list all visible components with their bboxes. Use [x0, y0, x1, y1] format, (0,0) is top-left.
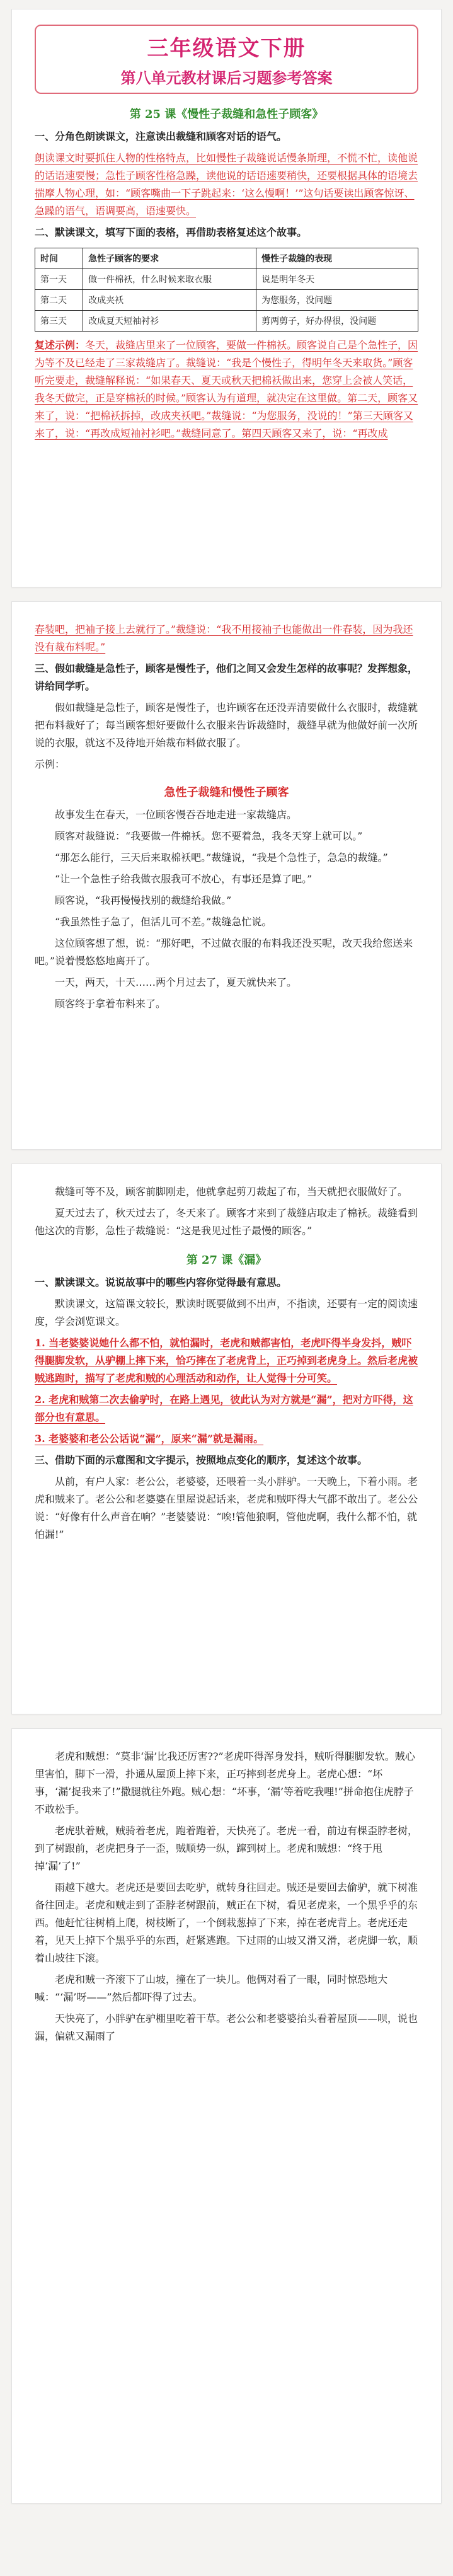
page-4 — [11, 1728, 442, 2504]
table-row — [35, 311, 418, 332]
answer-1: 朗读课文时要抓住人物的性格特点，比如慢性子裁缝说话慢条斯理，不慌不忙，读他说的话语速要慢；急性子顾客性格急躁，读他说的话语速要稍快，还要根据具体的语境去揣摩人物心理，如：“顾客嘴曲一下子跳起来：‘这么慢啊！’”这句话要读出顾客惊讶、急躁的语气，语调要高，语速要快。 — [35, 152, 418, 217]
answer-3: 从前，有户人家：老公公，老婆婆，还喂着一头小胖驴。一天晚上，下着小雨。老虎和贼来了。老公公和老婆婆在里屋说起话来，老虎和贼吓得大气都不敢出了。老公公说：“好像有什么声音在响？”老婆婆说：“唉!管他狼啊，管他虎啊，我什么都不怕，就怕漏!” — [35, 1476, 418, 1540]
question-2: 二、默读课文，填写下面的表格，再借助表格复述这个故事。 — [35, 226, 307, 238]
lesson-25-title: 第 25 课《慢性子裁缝和急性子顾客》 — [129, 108, 324, 121]
table-cell: 为您服务，没问题 — [256, 290, 418, 311]
question-3: 三、假如裁缝是急性子，顾客是慢性子，他们之间又会发生怎样的故事呢？发挥想象，讲给同学听。 — [35, 662, 418, 692]
page-3 — [11, 1164, 442, 1714]
retell-example — [35, 337, 418, 442]
table-cell: 做一件棉袄，什么时候来取衣服 — [83, 269, 256, 290]
story-paragraph: “那怎么能行，三天后来取棉袄吧。”裁缝说，“我是个急性子，急急的裁缝。” — [55, 852, 388, 863]
story-table — [35, 248, 418, 332]
answer-point: 1. 当老婆婆说她什么都不怕，就怕漏时，老虎和贼都害怕，老虎吓得半身发抖，贼吓得腿脚发软，从驴棚上摔下来，恰巧摔在了老虎背上，正巧掉到老虎身上。然后老虎被贼逃跑时，描写了老虎和贼的心理活动和动作，让人觉得十分可笑。 — [35, 1337, 418, 1384]
page-subtitle: 第八单元教材课后习题参考答案 — [120, 69, 333, 87]
table-cell: 剪两剪子，好办得很，没问题 — [256, 311, 418, 332]
table-cell: 第一天 — [35, 269, 83, 290]
lesson-27-title: 第 27 课《漏》 — [186, 1254, 267, 1267]
table-header: 慢性子裁缝的表现 — [256, 248, 418, 269]
page-1 — [11, 9, 442, 587]
table-cell: 改成夏天短袖衬衫 — [83, 311, 256, 332]
question-1: 一、默读课文。说说故事中的哪些内容你觉得最有意思。 — [35, 1276, 287, 1288]
retell-paragraph: 老虎驮着贼，贼骑着老虎，跑着跑着，天快亮了。老虎一看，前边有棵歪脖老树，到了树跟前，老虎把身子一歪，贼顺势一纵，蹿到树上。老虎和贼想：“终于甩掉‘漏’了!” — [35, 1825, 418, 1872]
story-paragraph: 裁缝可等不及，顾客前脚刚走，他就拿起剪刀裁起了布，当天就把衣服做好了。 — [55, 1186, 408, 1198]
header-box — [35, 25, 418, 94]
retell-continue: 春装吧，把袖子接上去就行了。”裁缝说：“我不用接袖子也能做出一件春装，因为我还没有裁布料呢。” — [35, 623, 413, 653]
story-paragraph: “让一个急性子给我做衣服我可不放心，有事还是算了吧。” — [55, 873, 313, 885]
question-3: 三、借助下面的示意图和文字提示，按照地点变化的顺序，复述这个故事。 — [35, 1454, 368, 1466]
retell-paragraph: 老虎和贼一齐滚下了山坡，撞在了一块儿。他俩对看了一眼，同时惊恐地大喊：“‘漏’呀——”然后都吓得了过去。 — [35, 1973, 388, 2003]
story-paragraph: 顾客说，“我再慢慢找别的裁缝给我做。” — [55, 894, 232, 906]
answer-point: 3. 老婆婆和老公公话说“漏”，原来“漏”就是漏雨。 — [35, 1433, 264, 1445]
table-cell: 说是明年冬天 — [256, 269, 418, 290]
table-cell: 第二天 — [35, 290, 83, 311]
table-cell: 第三天 — [35, 311, 83, 332]
table-header: 急性子顾客的要求 — [83, 248, 256, 269]
retell-paragraph: 天快亮了，小胖驴在驴棚里吃着干草。老公公和老婆婆抬头看着屋顶——呗，说也漏，偏就又漏雨了 — [35, 2013, 418, 2042]
retell-paragraph: 雨越下越大。老虎还是要回去吃驴，就转身往回走。贼还是要回去偷驴，就下树准备往回走。老虎和贼走到了歪脖老树跟前，贼正在下树，看见老虎来，一个黑乎乎的东西。他赶忙往树梢上爬，树枝断了，一个倒栽葱掉了下来，掉在老虎背上。老虎还走着，见天上掉下个黑乎乎的东西，赶紧逃跑。下过雨的山坡又滑又滑，老虎脚一软，顺着山坡往下滚。 — [35, 1881, 418, 1964]
retell-label: 复述示例： — [35, 339, 86, 351]
page-2 — [11, 601, 442, 1150]
story-paragraph: 故事发生在春天，一位顾客慢吞吞地走进一家裁缝店。 — [55, 809, 297, 821]
answer-1-intro: 默读课文，这篇课文较长，默读时既要做到不出声，不指读，还要有一定的阅读速度，学会浏览课文。 — [35, 1298, 418, 1327]
table-header: 时间 — [35, 248, 83, 269]
question-1: 一、分角色朗读课文，注意读出裁缝和顾客对话的语气。 — [35, 130, 287, 142]
table-row — [35, 290, 418, 311]
story-paragraph: 这位顾客想了想，说：“那好吧，不过做衣服的布料我还没买呢，改天我给您送来吧。”说着慢悠悠地离开了。 — [35, 937, 413, 967]
retell-text: 冬天，裁缝店里来了一位顾客，要做一件棉袄。顾客说自己是个急性子，因为等不及已经走了三家裁缝店了。裁缝说：“我是个慢性子，得明年冬天来取货。”顾客听完要走，裁缝解释说：“如果春天、夏天或秋天把棉袄做出来，您穿上会被人笑话，我冬天做完，正是穿棉袄的时候。”顾客认为有道理，就决定在这里做。第二天，顾客又来了，说：“把棉袄拆掉，改成夹袄吧。”裁缝说：“为您服务，没说的！”第三天顾客又来了，说：“再改成短袖衬衫吧。”裁缝同意了。第四天顾客又来了，说：“再改成 — [35, 339, 418, 439]
story-paragraph: 顾客对裁缝说：“我要做一件棉袄。您不要着急，我冬天穿上就可以。” — [55, 830, 363, 842]
story-paragraph: 夏天过去了，秋天过去了，冬天来了。顾客才来到了裁缝店取走了棉袄。裁缝看到他这次的背影，急性子裁缝说：“这是我见过性子最慢的顾客。” — [35, 1207, 418, 1237]
table-cell: 改成夹袄 — [83, 290, 256, 311]
story-paragraph: 顾客终于拿着布料来了。 — [55, 998, 166, 1010]
example-label: 示例： — [35, 758, 66, 770]
page-title: 三年级语文下册 — [147, 36, 306, 61]
answer-3: 假如裁缝是急性子，顾客是慢性子，也许顾客在还没弄清要做什么衣服时，裁缝就把布料裁好了；每当顾客想好要做什么衣服来告诉裁缝时，裁缝早就为他做好前一次所说的衣服，就这不及待地开始裁布料做衣服了。 — [35, 702, 418, 749]
story-paragraph: 一天，两天，十天……两个月过去了，夏天就快来了。 — [55, 976, 297, 988]
retell-paragraph: 老虎和贼想：“莫非‘漏’比我还厉害??”老虎吓得浑身发抖，贼听得腿脚发软。贼心里害怕，脚下一滑，扑通从屋顶上摔下来，正巧摔到老虎身上。老虎心想：“坏事，‘漏’捉我来了!”撒腿就往外跑。贼心想：“坏事，‘漏’等着吃我哩!”拼命抱住虎脖子不敢松手。 — [35, 1750, 415, 1815]
answer-point: 2. 老虎和贼第二次去偷驴时，在路上遇见，彼此认为对方就是“漏”，把对方吓得，这部分也有意思。 — [35, 1394, 413, 1423]
example-title: 急性子裁缝和慢性子顾客 — [164, 786, 289, 799]
story-paragraph: “我虽然性子急了，但活儿可不差。”裁缝急忙说。 — [55, 916, 272, 928]
table-row — [35, 269, 418, 290]
